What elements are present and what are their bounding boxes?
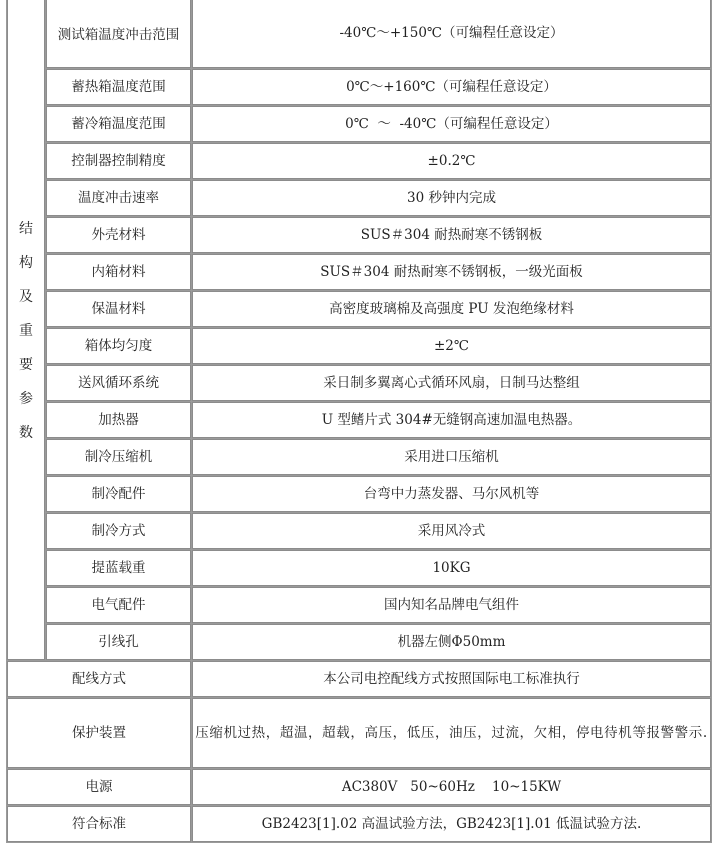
group-char: 参 <box>19 391 33 407</box>
row-value: 30 秒钟内完成 <box>192 180 711 216</box>
table-row <box>7 439 711 475</box>
table-row <box>7 0 711 68</box>
row-value: 国内知名品牌电气组件 <box>192 587 711 623</box>
table-row <box>7 254 711 290</box>
row-label: 蓄热箱温度范围 <box>46 69 191 105</box>
row-label: 制冷方式 <box>46 513 191 549</box>
group-char: 要 <box>19 357 33 373</box>
group-char: 及 <box>19 289 33 305</box>
row-label: 温度冲击速率 <box>46 180 191 216</box>
row-label: 保温材料 <box>46 291 191 327</box>
row-label: 保护装置 <box>7 698 191 768</box>
table-row <box>7 476 711 512</box>
table-row <box>7 402 711 438</box>
row-label: 制冷压缩机 <box>46 439 191 475</box>
row-label: 电气配件 <box>46 587 191 623</box>
table-row <box>7 806 711 842</box>
row-label: 电源 <box>7 769 191 805</box>
group-char: 重 <box>19 323 33 339</box>
row-label: 控制器控制精度 <box>46 143 191 179</box>
spec-table <box>6 0 712 843</box>
table-row <box>7 550 711 586</box>
row-value: 10KG <box>192 550 711 586</box>
group-char: 结 <box>19 221 33 237</box>
row-label: 外壳材料 <box>46 217 191 253</box>
row-label: 引线孔 <box>46 624 191 660</box>
row-label: 加热器 <box>46 402 191 438</box>
row-value: 0℃～+160℃（可编程任意设定） <box>192 69 711 105</box>
row-value: 机器左侧Φ50mm <box>192 624 711 660</box>
table-row <box>7 513 711 549</box>
row-value: GB2423[1].02 高温试验方法，GB2423[1].01 低温试验方法. <box>192 806 711 842</box>
row-label: 制冷配件 <box>46 476 191 512</box>
row-label: 内箱材料 <box>46 254 191 290</box>
row-label: 测试箱温度冲击范围 <box>46 0 191 68</box>
row-value: U 型鳍片式 304#无缝钢高速加温电热器。 <box>192 402 711 438</box>
table-row <box>7 217 711 253</box>
table-row <box>7 291 711 327</box>
table-row <box>7 698 711 768</box>
table-row <box>7 106 711 142</box>
row-label: 送风循环系统 <box>46 365 191 401</box>
row-label: 蓄冷箱温度范围 <box>46 106 191 142</box>
group-char: 数 <box>19 425 33 441</box>
table-row <box>7 587 711 623</box>
row-value: SUS＃304 耐热耐寒不锈钢板，一级光面板 <box>192 254 711 290</box>
row-value: AC380V 50~60Hz 10~15KW <box>192 769 711 805</box>
row-value: 本公司电控配线方式按照国际电工标准执行 <box>192 661 711 697</box>
row-value: SUS＃304 耐热耐寒不锈钢板 <box>192 217 711 253</box>
row-value: 台弯中力蒸发器、马尔风机等 <box>192 476 711 512</box>
row-value: ±0.2℃ <box>192 143 711 179</box>
table-row <box>7 180 711 216</box>
group-label-cell <box>7 0 45 660</box>
row-value: 采用进口压缩机 <box>192 439 711 475</box>
row-label: 配线方式 <box>7 661 191 697</box>
row-label: 箱体均匀度 <box>46 328 191 364</box>
table-row <box>7 143 711 179</box>
row-value: 采用风冷式 <box>192 513 711 549</box>
table-row <box>7 328 711 364</box>
table-row <box>7 769 711 805</box>
table-row <box>7 69 711 105</box>
row-value: ±2℃ <box>192 328 711 364</box>
group-char: 构 <box>19 255 33 271</box>
row-label: 提蓝载重 <box>46 550 191 586</box>
row-value: -40℃～+150℃（可编程任意设定） <box>192 0 711 68</box>
table-row <box>7 624 711 660</box>
table-row <box>7 365 711 401</box>
table-row <box>7 661 711 697</box>
row-value: 采日制多翼离心式循环风扇，日制马达整组 <box>192 365 711 401</box>
row-value: 0℃ ～ -40℃（可编程任意设定） <box>192 106 711 142</box>
row-value: 压缩机过热，超温，超载，高压，低压，油压，过流，欠相，停电待机等报警警示. <box>192 698 711 768</box>
row-value: 高密度玻璃棉及高强度 PU 发泡绝缘材料 <box>192 291 711 327</box>
row-label: 符合标准 <box>7 806 191 842</box>
